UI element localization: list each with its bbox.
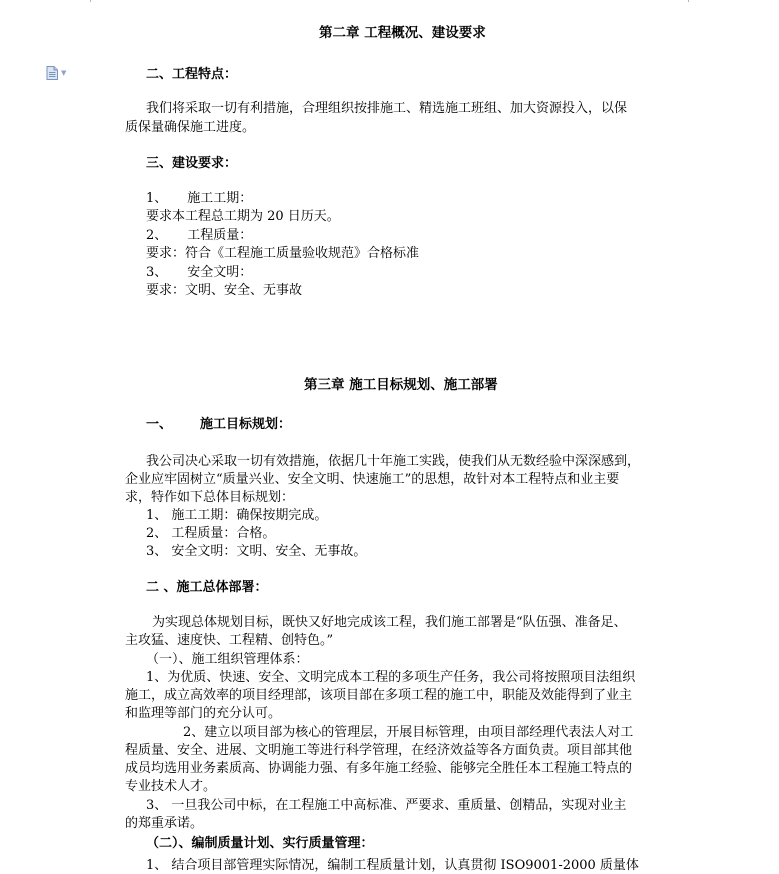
- list-item-detail: 要求：符合《工程施工质量验收规范》合格标准: [146, 246, 420, 261]
- list-item: 2、 工程质量：: [146, 228, 253, 243]
- section-heading: 三、建设要求：: [146, 156, 238, 171]
- chapter-2-title: 第二章 工程概况、建设要求: [319, 25, 486, 41]
- paragraph-line: 主攻猛、速度快、工程精、创特色。”: [125, 633, 334, 648]
- list-item-detail: 要求：文明、安全、无事故: [146, 283, 303, 298]
- section-heading: 二 、施工总体部署：: [146, 580, 268, 595]
- section-heading: 一、 施工目标规划：: [146, 417, 292, 432]
- paragraph-line: 我们将采取一切有利措施，合理组织按排施工、精选施工班组、加大资源投入，以保: [146, 101, 628, 116]
- paragraph-line: 专业技术人才。: [125, 779, 217, 794]
- paragraph-line: 求，特作如下总体目标规划：: [125, 490, 295, 505]
- subsection-heading: （二）、编制质量计划、实行质量管理：: [146, 836, 374, 851]
- paragraph-line: 的郑重承诺。: [125, 816, 204, 831]
- paragraph-line: 施工，成立高效率的项目经理部，该项目部在多项工程的施工中，职能及效能得到了业主: [125, 688, 633, 703]
- list-item: 1、 施工工期：: [146, 191, 253, 206]
- paragraph-line: 我公司决心采取一切有效措施，依据几十年施工实践，使我们从无数经验中深深感到，: [146, 454, 641, 469]
- subsection-heading: （一）、施工组织管理体系：: [146, 652, 309, 667]
- paragraph-line: 成员均选用业务素质高、协调能力强、有多年施工经验、能够完全胜任本工程施工特点的: [125, 761, 633, 776]
- paragraph-line: 为实现总体规划目标，既快又好地完成该工程，我们施工部署是“队伍强、准备足、: [152, 615, 627, 630]
- paragraph-line: 企业应牢固树立“质量兴业、安全文明、快速施工”的思想，故针对本工程特点和业主要: [125, 472, 620, 487]
- chapter-3-title: 第三章 施工目标规划、施工部署: [304, 377, 498, 393]
- paragraph-line: 质保量确保施工进度。: [125, 120, 256, 135]
- chevron-down-icon: ▼: [61, 68, 67, 77]
- paragraph-line-partial: 1、 结合项目部管理实际情况，编制工程质量计划，认真贯彻 ISO9001-2000 质量体: [146, 858, 639, 873]
- list-item-detail: 要求本工程总工期为 20 日历天。: [146, 209, 340, 224]
- paragraph-line: 和监理等部门的充分认可。: [125, 706, 282, 721]
- list-item: 2、 工程质量：合格。: [146, 526, 276, 541]
- list-item: 3、 安全文明：: [146, 265, 253, 280]
- list-item: 1、 施工工期：确保按期完成。: [146, 508, 328, 523]
- section-heading: 二、工程特点：: [146, 67, 238, 82]
- paragraph-line: 1、为优质、快速、安全、文明完成本工程的多项生产任务，我公司将按照项目法组织: [146, 670, 636, 685]
- paragraph-line: 2、建立以项目部为核心的管理层，开展目标管理，由项目部经理代表法人对工: [183, 725, 634, 740]
- paragraph-line: 程质量、安全、进展、文明施工等进行科学管理，在经济效益等各方面负责。项目部其他: [125, 743, 633, 758]
- paragraph-line: 3、 一旦我公司中标，在工程施工中高标准、严要求、重质量、创精品，实现对业主: [146, 798, 627, 813]
- list-item: 3、 安全文明：文明、安全、无事故。: [146, 544, 367, 559]
